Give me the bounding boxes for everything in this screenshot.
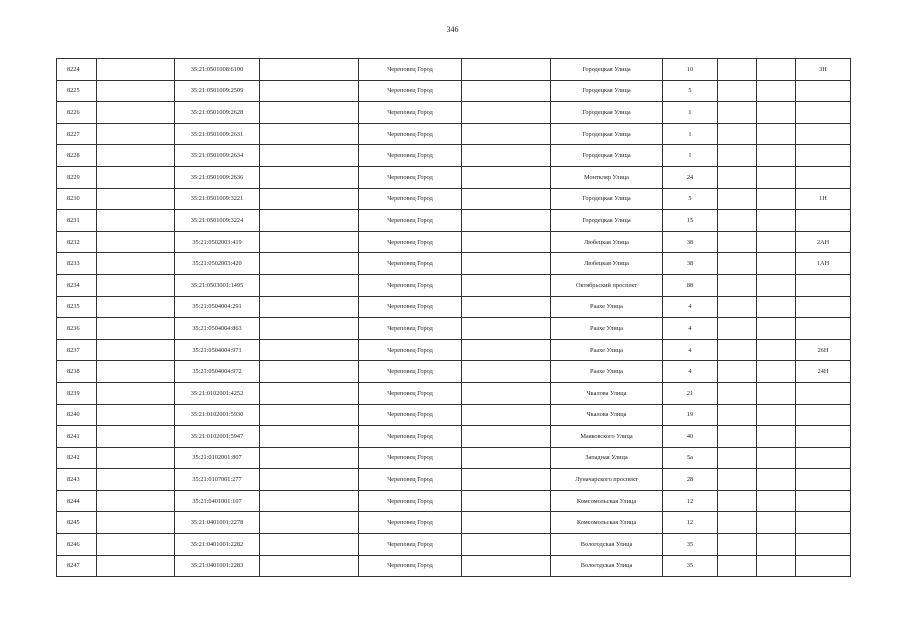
empty-cell [718,80,757,102]
empty-cell [97,102,175,124]
empty-cell [757,490,796,512]
row-number-cell: 8247 [57,555,97,577]
empty-cell [260,534,359,556]
empty-cell [97,382,175,404]
row-number-cell: 8224 [57,59,97,81]
premises-cell [796,80,851,102]
empty-cell [718,253,757,275]
empty-cell [718,426,757,448]
premises-cell: 3Н [796,59,851,81]
empty-cell [462,404,551,426]
empty-cell [97,426,175,448]
empty-cell [718,382,757,404]
empty-cell [462,447,551,469]
street-cell: Октябрьский проспект [551,274,663,296]
empty-cell [718,274,757,296]
table-row [57,80,851,102]
empty-cell [718,166,757,188]
city-cell: Череповец Город [359,404,462,426]
empty-cell [97,447,175,469]
city-cell: Череповец Город [359,382,462,404]
street-cell: Городецкая Улица [551,210,663,232]
empty-cell [462,102,551,124]
table-row [57,318,851,340]
house-number-cell: 4 [663,339,718,361]
table-row [57,188,851,210]
empty-cell [260,426,359,448]
house-number-cell: 38 [663,231,718,253]
premises-cell [796,123,851,145]
empty-cell [462,426,551,448]
premises-cell: 1АН [796,253,851,275]
empty-cell [718,361,757,383]
city-cell: Череповец Город [359,210,462,232]
empty-cell [718,512,757,534]
house-number-cell: 21 [663,382,718,404]
street-cell: Вологодская Улица [551,555,663,577]
empty-cell [462,318,551,340]
house-number-cell: 5 [663,188,718,210]
city-cell: Череповец Город [359,80,462,102]
street-cell: Комсомольская Улица [551,512,663,534]
street-cell: Раахе Улица [551,361,663,383]
cadastral-number-cell: 35:21:0107001:277 [175,469,260,491]
cadastral-number-cell: 35:21:0504004:972 [175,361,260,383]
empty-cell [757,296,796,318]
empty-cell [757,274,796,296]
empty-cell [757,231,796,253]
house-number-cell: 10 [663,59,718,81]
street-cell: Любецкая Улица [551,231,663,253]
empty-cell [97,490,175,512]
cadastral-number-cell: 35:21:0401001:2278 [175,512,260,534]
empty-cell [97,188,175,210]
cadastral-number-cell: 35:21:0501009:2509 [175,80,260,102]
house-number-cell: 12 [663,490,718,512]
empty-cell [97,80,175,102]
city-cell: Череповец Город [359,426,462,448]
city-cell: Череповец Город [359,166,462,188]
row-number-cell: 8232 [57,231,97,253]
row-number-cell: 8239 [57,382,97,404]
premises-cell [796,296,851,318]
house-number-cell: 1 [663,123,718,145]
empty-cell [462,469,551,491]
empty-cell [97,296,175,318]
premises-cell [796,318,851,340]
empty-cell [718,296,757,318]
premises-cell [796,210,851,232]
house-number-cell: 1 [663,145,718,167]
row-number-cell: 8240 [57,404,97,426]
cadastral-number-cell: 35:21:0503001:1495 [175,274,260,296]
premises-cell [796,512,851,534]
city-cell: Череповец Город [359,361,462,383]
empty-cell [757,145,796,167]
empty-cell [718,339,757,361]
empty-cell [718,447,757,469]
empty-cell [462,534,551,556]
cadastral-number-cell: 35:21:0501009:3221 [175,188,260,210]
empty-cell [462,145,551,167]
empty-cell [260,145,359,167]
cadastral-number-cell: 35:21:0504004:971 [175,339,260,361]
empty-cell [260,188,359,210]
city-cell: Череповец Город [359,318,462,340]
empty-cell [260,274,359,296]
row-number-cell: 8231 [57,210,97,232]
table-row [57,361,851,383]
empty-cell [462,231,551,253]
empty-cell [97,274,175,296]
empty-cell [97,469,175,491]
street-cell: Чкалова Улица [551,404,663,426]
empty-cell [462,80,551,102]
empty-cell [757,404,796,426]
city-cell: Череповец Город [359,339,462,361]
street-cell: Любецкая Улица [551,253,663,275]
empty-cell [462,490,551,512]
street-cell: Раахе Улица [551,296,663,318]
street-cell: Городецкая Улица [551,102,663,124]
empty-cell [260,339,359,361]
row-number-cell: 8226 [57,102,97,124]
house-number-cell: 4 [663,361,718,383]
house-number-cell: 15 [663,210,718,232]
table-row [57,231,851,253]
premises-cell: 1Н [796,188,851,210]
empty-cell [718,123,757,145]
house-number-cell: 24 [663,166,718,188]
house-number-cell: 1 [663,102,718,124]
house-number-cell: 4 [663,318,718,340]
street-cell: Комсомольская Улица [551,490,663,512]
city-cell: Череповец Город [359,102,462,124]
empty-cell [260,296,359,318]
empty-cell [260,253,359,275]
empty-cell [260,102,359,124]
street-cell: Чкалова Улица [551,382,663,404]
empty-cell [260,80,359,102]
cadastral-number-cell: 35:21:0501009:3224 [175,210,260,232]
table-row [57,382,851,404]
empty-cell [97,361,175,383]
empty-cell [260,404,359,426]
empty-cell [757,166,796,188]
empty-cell [97,145,175,167]
premises-cell [796,469,851,491]
empty-cell [757,253,796,275]
house-number-cell: 88 [663,274,718,296]
street-cell: Городецкая Улица [551,80,663,102]
empty-cell [718,318,757,340]
cadastral-number-cell: 35:21:0401001:2283 [175,555,260,577]
empty-cell [462,296,551,318]
row-number-cell: 8234 [57,274,97,296]
empty-cell [757,318,796,340]
row-number-cell: 8246 [57,534,97,556]
table-row [57,296,851,318]
row-number-cell: 8237 [57,339,97,361]
table-row [57,123,851,145]
empty-cell [97,339,175,361]
empty-cell [718,210,757,232]
table-row [57,512,851,534]
cadastral-number-cell: 35:21:0401001:107 [175,490,260,512]
premises-cell [796,404,851,426]
row-number-cell: 8236 [57,318,97,340]
street-cell: Маяковского Улица [551,426,663,448]
row-number-cell: 8245 [57,512,97,534]
house-number-cell: 35 [663,555,718,577]
empty-cell [757,210,796,232]
cadastral-number-cell: 35:21:0501009:2631 [175,123,260,145]
property-table [56,58,851,577]
empty-cell [757,102,796,124]
empty-cell [260,382,359,404]
street-cell: Городецкая Улица [551,123,663,145]
cadastral-number-cell: 35:21:0102001:5947 [175,426,260,448]
city-cell: Череповец Город [359,253,462,275]
empty-cell [757,534,796,556]
city-cell: Череповец Город [359,188,462,210]
row-number-cell: 8243 [57,469,97,491]
row-number-cell: 8225 [57,80,97,102]
empty-cell [260,123,359,145]
row-number-cell: 8241 [57,426,97,448]
empty-cell [97,231,175,253]
empty-cell [260,361,359,383]
empty-cell [462,59,551,81]
empty-cell [462,512,551,534]
premises-cell [796,534,851,556]
empty-cell [462,361,551,383]
table-row [57,469,851,491]
empty-cell [462,339,551,361]
table-row [57,555,851,577]
city-cell: Череповец Город [359,490,462,512]
empty-cell [97,123,175,145]
empty-cell [757,555,796,577]
city-cell: Череповец Город [359,555,462,577]
cadastral-number-cell: 35:21:0501008:6100 [175,59,260,81]
premises-cell: 2АН [796,231,851,253]
empty-cell [757,382,796,404]
row-number-cell: 8235 [57,296,97,318]
empty-cell [757,123,796,145]
empty-cell [718,404,757,426]
premises-cell [796,555,851,577]
row-number-cell: 8233 [57,253,97,275]
empty-cell [260,59,359,81]
empty-cell [718,102,757,124]
street-cell: Раахе Улица [551,339,663,361]
empty-cell [718,188,757,210]
cadastral-number-cell: 35:21:0502003:419 [175,231,260,253]
table-row [57,274,851,296]
city-cell: Череповец Город [359,59,462,81]
empty-cell [462,253,551,275]
table-row [57,59,851,81]
empty-cell [757,512,796,534]
city-cell: Череповец Город [359,145,462,167]
empty-cell [97,318,175,340]
empty-cell [757,188,796,210]
city-cell: Череповец Город [359,296,462,318]
cadastral-number-cell: 35:21:0502003:420 [175,253,260,275]
city-cell: Череповец Город [359,274,462,296]
house-number-cell: 12 [663,512,718,534]
cadastral-number-cell: 35:21:0501009:2628 [175,102,260,124]
house-number-cell: 38 [663,253,718,275]
cadastral-number-cell: 35:21:0504004:863 [175,318,260,340]
table-row [57,426,851,448]
empty-cell [718,469,757,491]
row-number-cell: 8238 [57,361,97,383]
empty-cell [718,145,757,167]
street-cell: Городецкая Улица [551,59,663,81]
premises-cell [796,274,851,296]
premises-cell: 24Н [796,361,851,383]
empty-cell [260,318,359,340]
empty-cell [718,534,757,556]
cadastral-number-cell: 35:21:0401001:2282 [175,534,260,556]
street-cell: Западная Улица [551,447,663,469]
empty-cell [757,80,796,102]
row-number-cell: 8244 [57,490,97,512]
empty-cell [462,166,551,188]
empty-cell [462,210,551,232]
table-row [57,166,851,188]
empty-cell [260,210,359,232]
empty-cell [260,231,359,253]
empty-cell [260,512,359,534]
empty-cell [97,59,175,81]
empty-cell [462,123,551,145]
cadastral-number-cell: 35:21:0102001:5930 [175,404,260,426]
empty-cell [97,534,175,556]
house-number-cell: 40 [663,426,718,448]
city-cell: Череповец Город [359,447,462,469]
city-cell: Череповец Город [359,534,462,556]
empty-cell [757,469,796,491]
premises-cell [796,447,851,469]
house-number-cell: 28 [663,469,718,491]
empty-cell [757,426,796,448]
table-row [57,339,851,361]
cadastral-number-cell: 35:21:0102001:4252 [175,382,260,404]
street-cell: Луначарского проспект [551,469,663,491]
empty-cell [757,59,796,81]
empty-cell [97,253,175,275]
empty-cell [97,512,175,534]
street-cell: Вологодская Улица [551,534,663,556]
house-number-cell: 4 [663,296,718,318]
street-cell: Городецкая Улица [551,188,663,210]
premises-cell [796,145,851,167]
table-row [57,102,851,124]
empty-cell [97,404,175,426]
empty-cell [718,490,757,512]
table-row [57,210,851,232]
row-number-cell: 8229 [57,166,97,188]
premises-cell [796,166,851,188]
empty-cell [260,166,359,188]
table-row [57,534,851,556]
premises-cell [796,426,851,448]
row-number-cell: 8230 [57,188,97,210]
table-row [57,253,851,275]
empty-cell [260,490,359,512]
street-cell: Городецкая Улица [551,145,663,167]
city-cell: Череповец Город [359,231,462,253]
empty-cell [462,188,551,210]
empty-cell [462,555,551,577]
empty-cell [260,447,359,469]
city-cell: Череповец Город [359,123,462,145]
cadastral-number-cell: 35:21:0501009:2634 [175,145,260,167]
empty-cell [757,339,796,361]
empty-cell [718,231,757,253]
empty-cell [757,447,796,469]
house-number-cell: 5а [663,447,718,469]
row-number-cell: 8242 [57,447,97,469]
premises-cell [796,490,851,512]
premises-cell: 26Н [796,339,851,361]
city-cell: Череповец Город [359,512,462,534]
premises-cell [796,102,851,124]
cadastral-number-cell: 35:21:0102001:807 [175,447,260,469]
cadastral-number-cell: 35:21:0504004:291 [175,296,260,318]
table-row [57,404,851,426]
street-cell: Монткляр Улица [551,166,663,188]
empty-cell [757,361,796,383]
empty-cell [97,210,175,232]
page-number: 346 [446,25,459,34]
empty-cell [260,469,359,491]
house-number-cell: 19 [663,404,718,426]
house-number-cell: 35 [663,534,718,556]
row-number-cell: 8227 [57,123,97,145]
table-row [57,490,851,512]
house-number-cell: 5 [663,80,718,102]
empty-cell [97,555,175,577]
table-row [57,447,851,469]
street-cell: Раахе Улица [551,318,663,340]
cadastral-number-cell: 35:21:0501009:2636 [175,166,260,188]
city-cell: Череповец Город [359,469,462,491]
empty-cell [718,59,757,81]
row-number-cell: 8228 [57,145,97,167]
premises-cell [796,382,851,404]
table-row [57,145,851,167]
empty-cell [260,555,359,577]
empty-cell [97,166,175,188]
empty-cell [462,382,551,404]
empty-cell [718,555,757,577]
empty-cell [462,274,551,296]
